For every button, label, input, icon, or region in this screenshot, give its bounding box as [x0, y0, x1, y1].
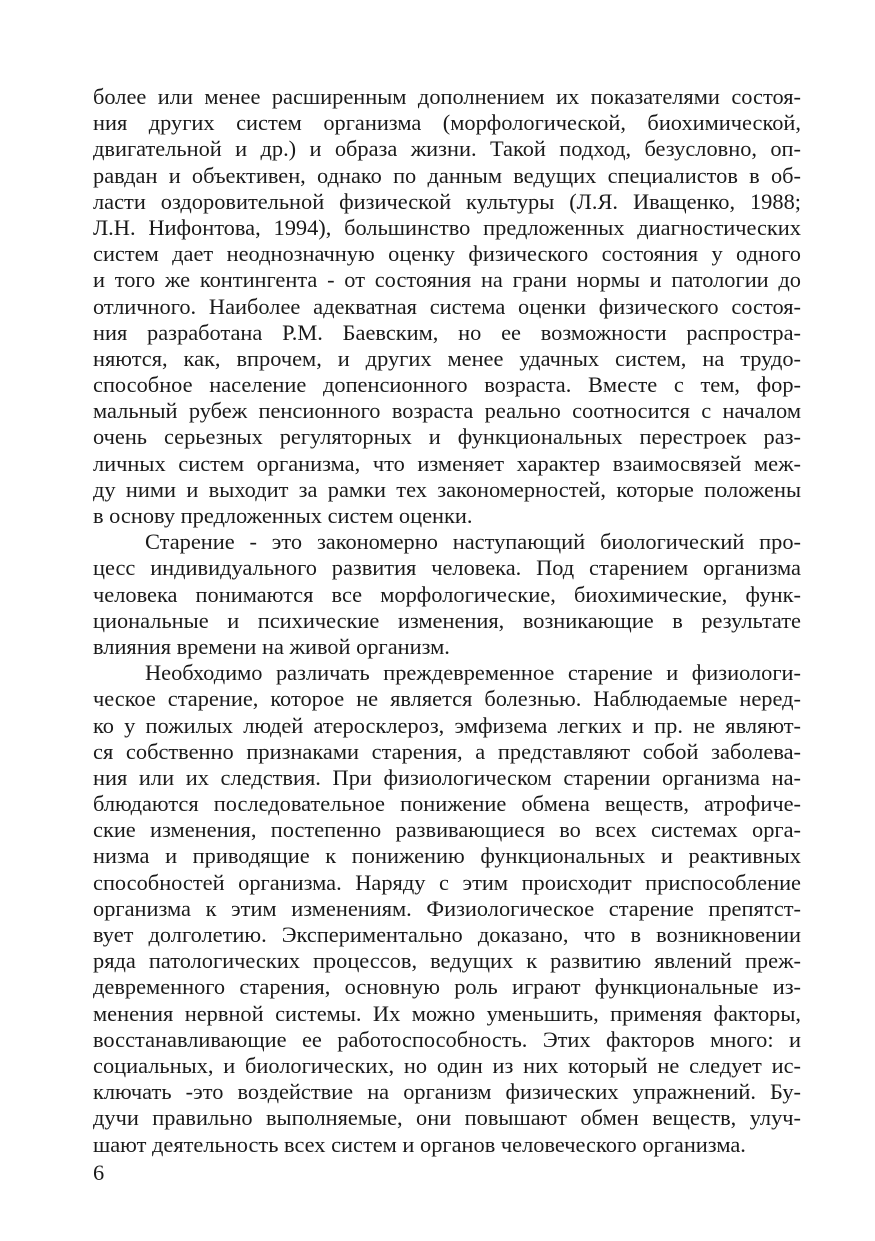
text-line: ния разработана Р.М. Баевским, но ее возможности распростра-: [93, 319, 801, 345]
text-line: ряда патологических процессов, ведущих к развитию явлений преж-: [93, 948, 801, 974]
text-line: дучи правильно выполняемые, они повышают обмен веществ, улуч-: [93, 1105, 801, 1131]
text-line: ко у пожилых людей атеросклероз, эмфизема легких и пр. не являют-: [93, 712, 801, 738]
text-line: Старение - это закономерно наступающий биологический про-: [145, 529, 801, 555]
text-line: вует долголетию. Экспериментально доказано, что в возникновении: [93, 922, 801, 947]
text-line: девременного старения, основную роль играют функциональные из-: [93, 974, 801, 1000]
text-line: няются, как, впрочем, и других менее удачных систем, на трудо-: [93, 345, 801, 371]
text-line: ния других систем организма (морфологической, биохимической,: [93, 110, 801, 136]
text-line: способное население допенсионного возраста. Вместе с тем, фор-: [93, 372, 801, 398]
text-line: очень серьезных регуляторных и функциональных перестроек раз-: [93, 424, 801, 450]
text-line: цесс индивидуального развития человека. Под старением организма: [93, 555, 801, 581]
text-line: социальных, и биологических, но один из них который не следует ис-: [93, 1052, 801, 1078]
text-line: организма к этим изменениям. Физиологическое старение препятст-: [93, 895, 801, 921]
text-line: низма и приводящие к понижению функциональных и реактивных: [93, 843, 801, 869]
text-line: человека понимаются все морфологические, биохимические, функ-: [93, 581, 801, 607]
text-line: восстанавливающие ее работоспособность. Этих факторов много: и: [93, 1026, 801, 1052]
text-line: циональные и психические изменения, возникающие в результате: [93, 607, 801, 633]
text-line: в основу предложенных систем оценки.: [93, 503, 473, 528]
text-line: Л.Н. Нифонтова, 1994), большинство предложенных диагностических: [93, 214, 801, 240]
text-line: систем дает неоднозначную оценку физического состояния у одного: [93, 241, 801, 267]
text-line: ся собственно признаками старения, а представляют собой заболева-: [93, 738, 801, 764]
text-line: шают деятельность всех систем и органов человеческого организма.: [93, 1131, 746, 1157]
text-line: ласти оздоровительной физической культуры (Л.Я. Иващенко, 1988;: [93, 188, 801, 214]
text-line: личных систем организма, что изменяет характер взаимосвязей меж-: [93, 450, 801, 476]
paragraph-1: [93, 84, 801, 529]
text-line: отличного. Наиболее адекватная система оценки физического состоя-: [93, 293, 801, 319]
page-number: 6: [93, 1160, 105, 1185]
paragraph-3: [93, 660, 801, 1158]
text-line: равдан и объективен, однако по данным ведущих специалистов в об-: [93, 162, 801, 188]
text-line: ские изменения, постепенно развивающиеся во всех системах орга-: [93, 817, 801, 843]
text-line: менения нервной системы. Их можно уменьшить, применяя факторы,: [93, 1000, 801, 1026]
paragraph-2: [93, 529, 801, 660]
text-line: способностей организма. Наряду с этим происходит приспособление: [93, 869, 801, 895]
text-line: ключать -это воздействие на организм физических упражнений. Бу-: [93, 1079, 801, 1105]
text-line: Необходимо различать преждевременное старение и физиологи-: [145, 660, 801, 686]
text-line: более или менее расширенным дополнением их показателями состоя-: [93, 84, 801, 109]
text-line: и того же контингента - от состояния на грани нормы и патологии до: [93, 267, 801, 293]
text-line: блюдаются последовательное понижение обмена веществ, атрофиче-: [93, 791, 801, 817]
text-line: ческое старение, которое не является болезнью. Наблюдаемые неред-: [93, 686, 801, 712]
body-text: [93, 84, 801, 1158]
text-line: влияния времени на живой организм.: [93, 633, 450, 659]
text-line: двигательной и др.) и образа жизни. Такой подход, безусловно, оп-: [93, 136, 801, 162]
text-line: мальный рубеж пенсионного возраста реально соотносится с началом: [93, 398, 801, 424]
text-line: ду ними и выходит за рамки тех закономерностей, которые положены: [93, 476, 801, 502]
text-line: ния или их следствия. При физиологическом старении организма на-: [93, 764, 801, 790]
